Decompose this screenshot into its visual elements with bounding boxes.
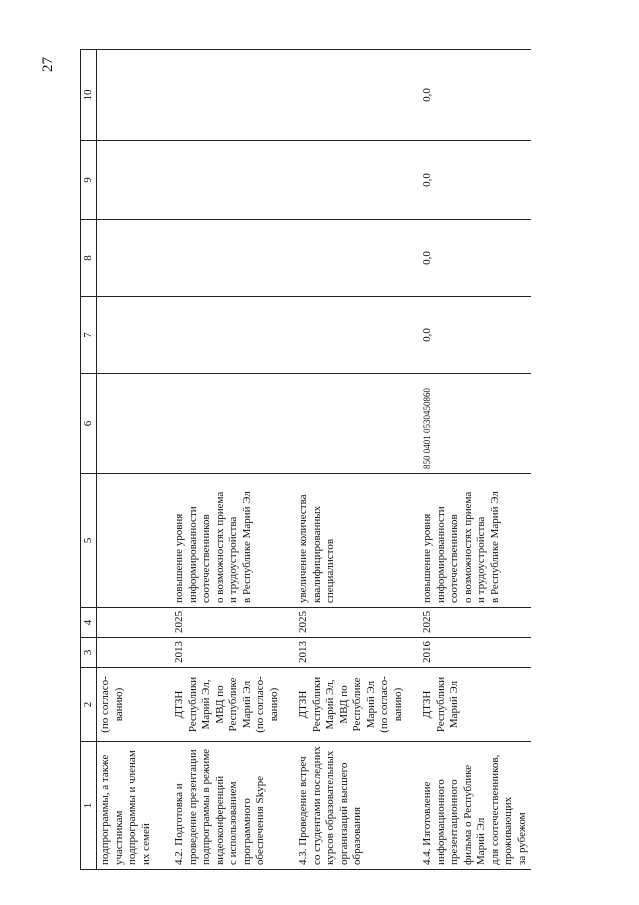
cell-col-6 <box>407 374 531 474</box>
rotated-page <box>40 50 560 870</box>
cell-line: (по согласо- <box>99 676 111 733</box>
cell-value: 2025 <box>421 611 433 633</box>
cell-col-10 <box>407 50 531 141</box>
cell-col-3 <box>97 638 160 668</box>
cell-col-9 <box>407 141 531 220</box>
cell-value: 0,0 <box>421 251 433 265</box>
cell-line: о возможностях приема <box>461 491 474 603</box>
cell-value: 2013 <box>297 641 309 663</box>
cell-line: соотечественников <box>200 514 212 603</box>
col-header-7: 7 <box>81 297 97 374</box>
cell-line: и трудоустройства <box>227 516 239 603</box>
cell-col-8 <box>159 220 283 297</box>
cell-col-8 <box>283 220 407 297</box>
col-header-6: 6 <box>81 374 97 474</box>
cell-line: МВД по <box>337 685 350 724</box>
cell-value: 2016 <box>421 641 433 663</box>
cell-line: специалистов <box>324 538 336 603</box>
cell-line: 4.2. Подготовка и <box>173 783 185 865</box>
cell-line: презентационного <box>448 779 460 865</box>
cell-line: видеоконференций <box>213 775 226 865</box>
cell-line: Марий Эл <box>240 680 253 729</box>
cell-line: для соотечественников, <box>488 754 501 865</box>
cell-line: и трудоустройства <box>475 516 487 603</box>
cell-value: 2025 <box>173 611 185 633</box>
cell-line: организаций высшего <box>337 762 350 865</box>
cell-col-9 <box>283 141 407 220</box>
cell-line: Марий Эл, <box>200 679 212 730</box>
cell-line: фильма о Республике <box>461 764 474 865</box>
cell-line: ДТЗН <box>297 690 309 719</box>
col-header-1: 1 <box>81 742 97 870</box>
cell-line: МВД по <box>213 685 226 724</box>
cell-line: проживающих <box>502 796 514 865</box>
cell-col-1 <box>407 742 531 870</box>
cell-col-7 <box>97 297 160 374</box>
cell-col-5 <box>283 474 407 608</box>
cell-line: (по согласо- <box>378 676 390 733</box>
cell-col-10 <box>97 50 160 141</box>
cell-col-2 <box>97 668 160 742</box>
cell-line: о возможностях приема <box>213 491 226 603</box>
cell-line: Марий Эл <box>364 680 377 729</box>
cell-col-3 <box>283 638 407 668</box>
cell-line: образования <box>351 806 363 865</box>
cell-line: проведение презентации <box>186 749 199 865</box>
col-header-10: 10 <box>81 50 97 141</box>
cell-col-7 <box>159 297 283 374</box>
cell-col-5 <box>159 474 283 608</box>
cell-line: за рубежом <box>515 812 528 865</box>
cell-line: обеспечения Skype <box>254 776 266 865</box>
cell-line: со студентами последних <box>310 746 323 865</box>
cell-col-4 <box>283 608 407 638</box>
cell-col-8 <box>407 220 531 297</box>
cell-col-1 <box>97 742 160 870</box>
cell-col-2 <box>159 668 283 742</box>
table-row <box>97 50 160 870</box>
cell-col-2 <box>407 668 531 742</box>
cell-value: 2025 <box>297 611 309 633</box>
cell-col-1 <box>283 742 407 870</box>
cell-col-4 <box>97 608 160 638</box>
cell-line: ДТЗН <box>421 690 433 719</box>
cell-value: 0,0 <box>421 328 433 342</box>
col-header-5: 5 <box>81 474 97 608</box>
col-header-2: 2 <box>81 668 97 742</box>
cell-line: информационного <box>434 779 447 865</box>
cell-line: Республике <box>227 677 239 732</box>
cell-line: Марий Эл <box>475 817 487 865</box>
cell-line: ванию) <box>391 687 404 722</box>
cell-line: в Республике Марий Эл <box>240 491 253 603</box>
col-header-4: 4 <box>81 608 97 638</box>
cell-value: 0,0 <box>421 88 433 102</box>
cell-line: ванию) <box>112 687 125 722</box>
cell-value: 2013 <box>173 641 185 663</box>
cell-line: Республики <box>434 676 447 733</box>
cell-line: (по согласо- <box>254 676 266 733</box>
cell-line: программного <box>240 798 253 865</box>
cell-value: 0,0 <box>421 173 433 187</box>
cell-col-6 <box>97 374 160 474</box>
table-row <box>283 50 407 870</box>
cell-line: ванию) <box>267 687 280 722</box>
table-row <box>407 50 531 870</box>
cell-line: их семей <box>139 823 152 865</box>
col-header-8: 8 <box>81 220 97 297</box>
cell-col-10 <box>283 50 407 141</box>
cell-value: 850 0401 0530450860 <box>422 388 432 469</box>
cell-col-3 <box>159 638 283 668</box>
cell-line: информированности <box>434 506 447 603</box>
cell-line: соотечественников <box>448 514 460 603</box>
cell-col-1 <box>159 742 283 870</box>
page-number: 27 <box>40 57 56 72</box>
col-header-3: 3 <box>81 638 97 668</box>
cell-col-4 <box>407 608 531 638</box>
cell-col-10 <box>159 50 283 141</box>
cell-col-5 <box>97 474 160 608</box>
cell-line: курсов образовательных <box>324 750 336 865</box>
cell-line: Марий Эл <box>448 680 460 729</box>
cell-col-6 <box>159 374 283 474</box>
cell-line: Марий Эл, <box>324 679 336 730</box>
cell-line: Республики <box>186 676 199 733</box>
cell-col-4 <box>159 608 283 638</box>
cell-line: подпрограммы в режиме <box>200 748 212 865</box>
cell-line: информированности <box>186 506 199 603</box>
cell-line: Республики <box>310 676 323 733</box>
cell-col-2 <box>283 668 407 742</box>
cell-line: участникам <box>112 810 125 865</box>
program-table <box>80 49 531 870</box>
cell-line: квалифицированных <box>310 505 323 603</box>
cell-line: 4.3. Проведение встреч <box>297 756 309 865</box>
cell-col-8 <box>97 220 160 297</box>
cell-line: ДТЗН <box>173 690 185 719</box>
cell-line: повышение уровня <box>421 513 433 603</box>
cell-col-7 <box>283 297 407 374</box>
cell-line: повышение уровня <box>173 513 185 603</box>
col-header-9: 9 <box>81 141 97 220</box>
cell-line: увеличение количества <box>297 494 309 603</box>
cell-line: с использованием <box>227 781 239 865</box>
header-row <box>81 50 97 870</box>
cell-col-9 <box>159 141 283 220</box>
cell-line: в Республике Марий Эл <box>488 491 501 603</box>
cell-col-9 <box>97 141 160 220</box>
table-row <box>159 50 283 870</box>
cell-line: подпрограммы, а также <box>99 754 111 865</box>
cell-line: 4.4. Изготовление <box>421 781 433 865</box>
cell-line: Республике <box>351 677 363 732</box>
cell-col-6 <box>283 374 407 474</box>
cell-col-5 <box>407 474 531 608</box>
cell-col-3 <box>407 638 531 668</box>
cell-line: подпрограммы и членам <box>126 750 138 865</box>
cell-col-7 <box>407 297 531 374</box>
